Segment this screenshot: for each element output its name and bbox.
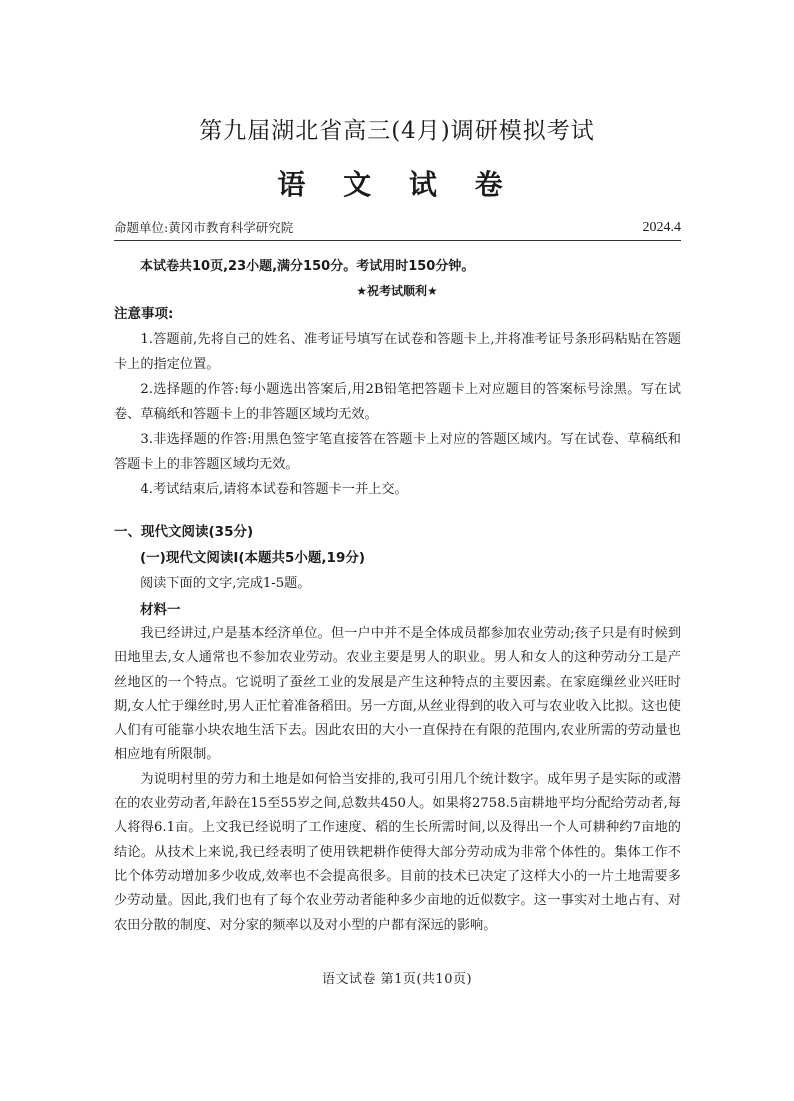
notice-item: 4.考试结束后,请将本试卷和答题卡一并上交。 [140, 482, 408, 497]
notice-list [114, 327, 681, 502]
notice-item: 3.非选择题的作答:用黑色签字笔直接答在答题卡上对应的答题区域内。写在试卷、草稿纸和答题卡上的非答题区域均无效。 [114, 432, 681, 472]
exam-info: 本试卷共10页,23小题,满分150分。考试用时150分钟。 [140, 259, 475, 274]
notice-item: 1.答题前,先将自己的姓名、准考证号填写在试卷和答题卡上,并将准考证号条形码粘贴在答题卡上的指定位置。 [114, 332, 681, 372]
header-divider [114, 240, 681, 241]
exam-date: 2024.4 [642, 220, 681, 235]
reading-passage [114, 622, 681, 938]
notice-heading: 注意事项: [114, 306, 174, 322]
exam-subtitle: 语 文 试 卷 [277, 168, 517, 201]
subsection-heading: (一)现代文阅读Ⅰ(本题共5小题,19分) [140, 550, 366, 566]
issuer: 命题单位:黄冈市教育科学研究院 [114, 220, 294, 235]
passage-paragraph: 为说明村里的劳力和土地是如何恰当安排的,我可引用几个统计数字。成年男子是实际的或潜在的农业劳动者,年龄在15至55岁之间,总数共450人。如果将2758.5亩耕地平均分配给劳动者,每人将得6.1亩。上文我已经说明了工作速度、稻的生长所需时间,以及得出一个人可耕种约7亩地的结论。从技术上来说,我已经表明了使用铁耙耕作使得大部分劳动成为非常个体性的。集体工作不比个体劳动增加多少收成,效率也不会提高很多。目前的技术已决定了这样大小的一片土地需要多少劳动量。因此,我们也有了每个农业劳动者能种多少亩地的近似数字。这一事实对土地占有、对农田分散的制度、对分家的频率以及对小型的户都有深远的影响。 [114, 771, 681, 933]
passage-paragraph: 我已经讲过,户是基本经济单位。但一户中并不是全体成员都参加农业劳动;孩子只是有时候到田地里去,女人通常也不参加农业劳动。农业主要是男人的职业。男人和女人的这种劳动分工是产丝地区的一个特点。它说明了蚕丝工业的发展是产生这种特点的主要因素。在家庭缫丝业兴旺时期,女人忙于缫丝时,男人正忙着准备稻田。另一方面,从丝业得到的收入可与农业收入比拟。这也使人们有可能靠小块农地生活下去。因此农田的大小一直保持在有限的范围内,农业所需的劳动量也相应地有所限制。 [114, 626, 681, 763]
meta-row [114, 218, 681, 236]
section-heading: 一、现代文阅读(35分) [114, 524, 254, 540]
page-footer: 语文试卷 第1页(共10页) [321, 972, 473, 987]
exam-title: 第九届湖北省高三(4月)调研模拟考试 [199, 118, 595, 144]
material-label: 材料一 [140, 602, 181, 618]
good-luck-line: ★祝考试顺利★ [356, 284, 438, 298]
reading-instruction: 阅读下面的文字,完成1-5题。 [140, 576, 311, 591]
notice-item: 2.选择题的作答:每小题选出答案后,用2B铅笔把答题卡上对应题目的答案标号涂黑。写在试卷、草稿纸和答题卡上的非答题区域均无效。 [114, 382, 681, 422]
